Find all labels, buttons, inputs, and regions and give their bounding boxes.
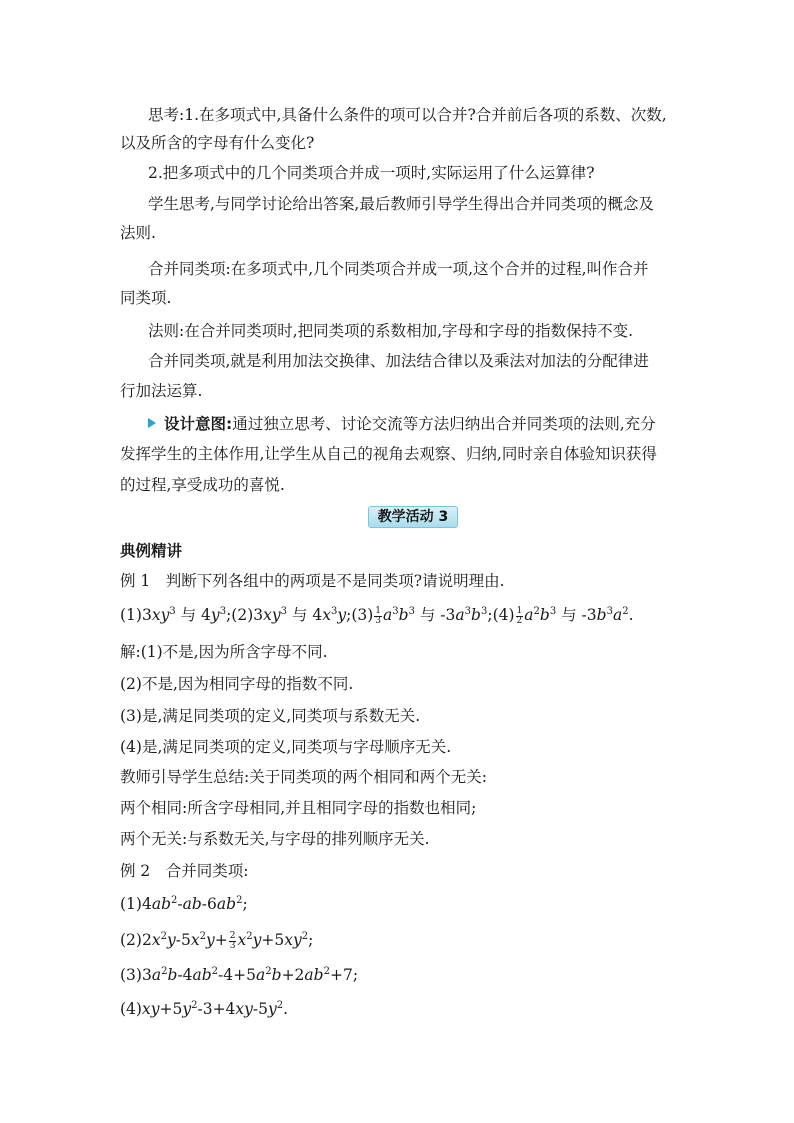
example1-summary-3: 两个无关:与系数无关,与字母的排列顺序无关. <box>120 830 430 848</box>
design-intent-line-1 <box>148 413 708 435</box>
design-intent-label: 设计意图: <box>164 415 233 433</box>
example2-item-2: $(2)2x^2y-5x^2y+$ $\frac{2}{3}$ $x^2y+5xy^2$; <box>120 930 314 951</box>
example1-summary-2: 两个相同:所含字母相同,并且相同字母的指数也相同; <box>120 799 477 817</box>
design-intent-line-3: 的过程,享受成功的喜悦. <box>120 476 285 494</box>
section-title: 典例精讲 <box>120 542 183 560</box>
example1-items: $(1)3xy^3$ 与 $4y^3;(2)3xy^3$ 与 $4x^3y;(3)$ $\frac{1}{3}$ $a^3b^3$ 与 $-3a^3b^3;(4)$ $\frac{1}{2}$ $a^2b^3$ 与 $-3b^3a^2$. <box>120 605 634 626</box>
example1-answer-4: (4)是,满足同类项的定义,同类项与字母顺序无关. <box>120 738 452 756</box>
example1-answer-3: (3)是,满足同类项的定义,同类项与系数无关. <box>120 707 421 725</box>
example2-item-3: $(3)3a^2b-4ab^2-4+5a^2b+2ab^2+7$; <box>120 966 359 984</box>
essence-line-2: 行加法运算. <box>120 382 203 400</box>
example2-item-1: $(1)4ab^2-ab-6ab^2$; <box>120 895 248 913</box>
think-line-1: 思考:1.在多项式中,具备什么条件的项可以合并?合并前后各项的系数、次数, <box>148 106 667 124</box>
example1-answer-2: (2)不是,因为相同字母的指数不同. <box>120 675 354 693</box>
student-line-1: 学生思考,与同学讨论给出答案,最后教师引导学生得出合并同类项的概念及 <box>148 195 654 213</box>
triangle-marker-icon <box>148 418 156 428</box>
rule-text: 法则:在合并同类项时,把同类项的系数相加,字母和字母的指数保持不变. <box>148 322 634 340</box>
definition-line-2: 同类项. <box>120 289 172 307</box>
teaching-activity-badge <box>368 506 458 528</box>
example2-prompt: 例 2 合并同类项: <box>120 862 249 880</box>
example1-summary-1: 教师引导学生总结:关于同类项的两个相同和两个无关: <box>120 768 487 786</box>
definition-line-1: 合并同类项:在多项式中,几个同类项合并成一项,这个合并的过程,叫作合并 <box>148 260 649 278</box>
example1-answer-1: 解:(1)不是,因为所含字母不同. <box>120 643 328 661</box>
example2-item-4: $(4)xy+5y^2-3+4xy-5y^2$. <box>120 1000 289 1018</box>
think-line-2: 以及所含的字母有什么变化? <box>120 134 315 152</box>
example1-prompt: 例 1 判断下列各组中的两项是不是同类项?请说明理由. <box>120 572 505 590</box>
think-line-3: 2.把多项式中的几个同类项合并成一项时,实际运用了什么运算律? <box>148 164 595 182</box>
design-intent-text: 通过独立思考、讨论交流等方法归纳出合并同类项的法则,充分 <box>232 415 656 433</box>
design-intent-line-2: 发挥学生的主体作用,让学生从自己的视角去观察、归纳,同时亲自体验知识获得 <box>120 445 657 463</box>
badge-label: 教学活动 3 <box>377 509 449 525</box>
essence-line-1: 合并同类项,就是利用加法交换律、加法结合律以及乘法对加法的分配律进 <box>148 352 649 370</box>
student-line-2: 法则. <box>120 224 156 242</box>
